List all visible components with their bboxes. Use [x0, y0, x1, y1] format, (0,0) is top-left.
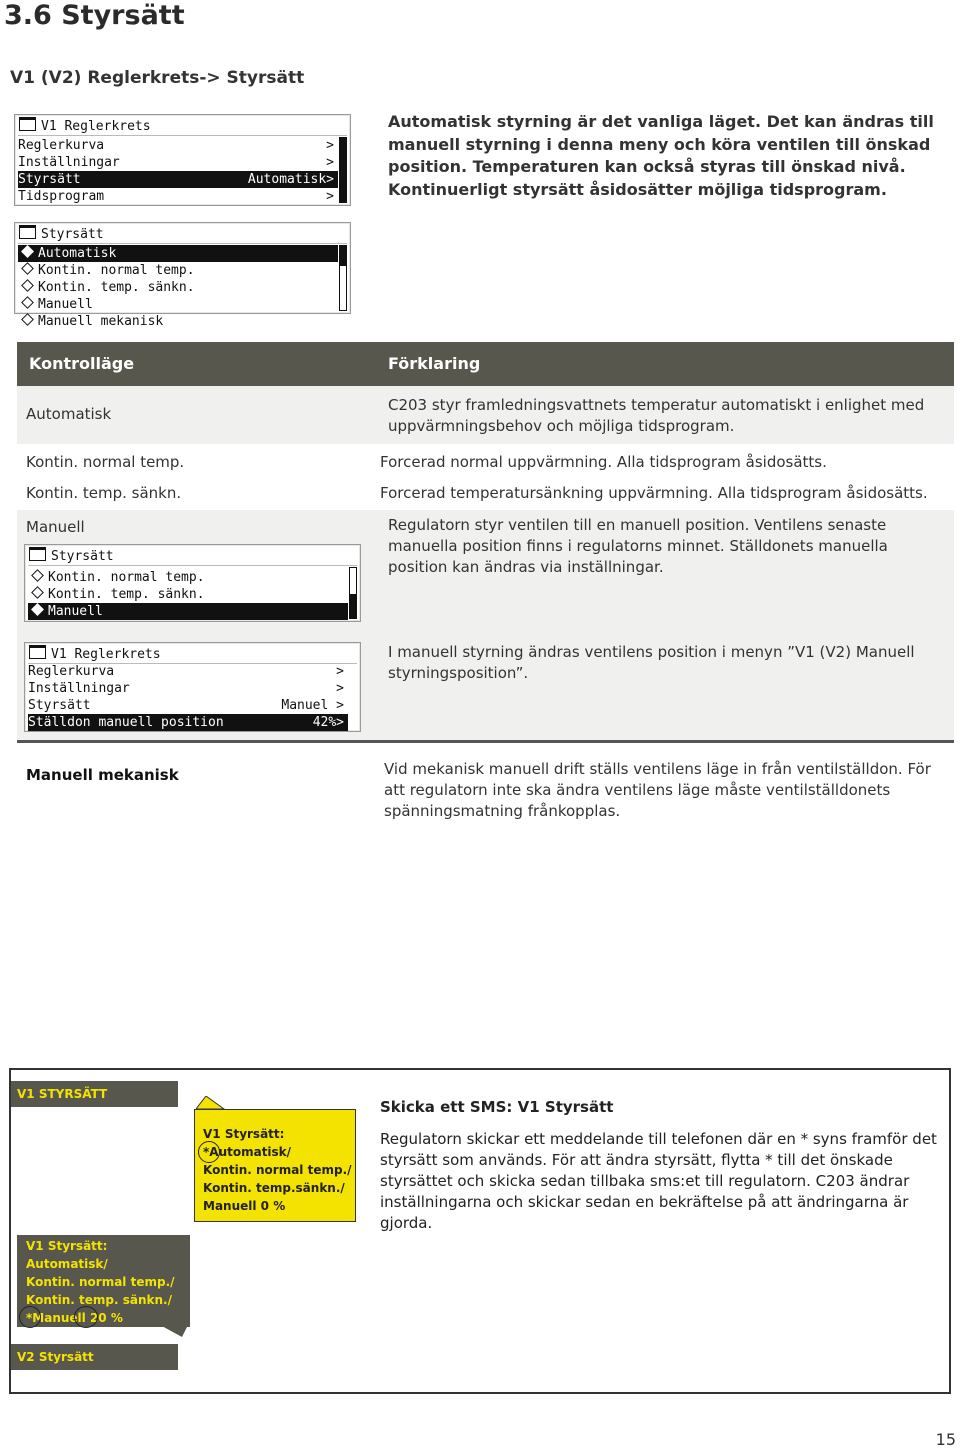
table-mode: Manuell mekanisk — [26, 766, 179, 784]
sms-line: Kontin. temp.sänkn./ — [203, 1181, 345, 1195]
lcd-styrsatt-options — [14, 222, 351, 329]
highlight-circle — [19, 1306, 41, 1328]
folder-icon — [19, 225, 36, 239]
col-header-explanation: Förklaring — [388, 354, 481, 373]
lcd-option: Kontin. temp. sänkn. — [28, 586, 348, 603]
folder-icon — [29, 645, 46, 659]
radio-icon — [31, 569, 44, 582]
sms-text: Regulatorn skickar ett meddelande till telefonen där en * syns framför det styrsätt som används. För att ändra styrsätt, flytta * till det önskade styrsättet och skicka sedan tillbaka sms:et till regulatorn. C203 ändrar inställningarna och skickar sedan en bekräftelse på att ändringarna är gjorda. — [380, 1130, 937, 1232]
radio-icon — [31, 586, 44, 599]
sms-line: Automatisk/ — [26, 1257, 108, 1271]
lcd-header: Styrsätt — [19, 225, 104, 242]
radio-selected-icon — [21, 245, 34, 258]
sms-line: Kontin. normal temp./ — [26, 1275, 175, 1289]
lcd-row: Styrsätt Manuel > — [28, 698, 344, 713]
bubble-tail-icon — [160, 1325, 190, 1339]
table-header — [17, 342, 954, 386]
lcd-header: V1 Reglerkrets — [29, 645, 161, 662]
lcd-option: Kontin. temp. sänkn. — [18, 279, 338, 296]
radio-icon — [21, 279, 34, 292]
lcd-styrsatt-manuell — [24, 544, 361, 622]
lcd-option: Kontin. normal temp. — [18, 262, 338, 279]
lcd-row: Tidsprogram > — [18, 189, 334, 204]
lcd-header — [19, 117, 151, 134]
table-text: Regulatorn styr ventilen till en manuell position. Ventilens senaste manuella position finns i regulatorns minnet. Ställdonets manuella position kan ändras via inställningar. — [388, 516, 888, 576]
lcd-row: Inställningar > — [28, 681, 344, 696]
lcd-row-selected: Ställdon manuell position 42%> — [28, 714, 348, 731]
lcd-option-selected: Automatisk — [18, 245, 338, 262]
col-header-mode: Kontrolläge — [29, 354, 135, 373]
lcd-header: Styrsätt — [29, 547, 114, 564]
lcd-scrollbar — [349, 567, 357, 619]
lcd-option: Kontin. normal temp. — [28, 569, 348, 586]
sms-line: Kontin. temp. sänkn./ — [26, 1293, 172, 1307]
lcd-title: V1 Reglerkrets — [41, 119, 151, 134]
folder-icon — [19, 117, 36, 131]
section-title: 3.6 Styrsätt — [4, 0, 185, 31]
sms-line: V1 Styrsätt: — [26, 1239, 108, 1253]
subsection-title: V1 (V2) Reglerkrets-> Styrsätt — [10, 68, 305, 88]
radio-icon — [21, 262, 34, 275]
radio-icon — [21, 313, 34, 326]
sms-tab-v2: V2 Styrsätt — [11, 1344, 178, 1370]
lcd-option: Manuell mekanisk — [18, 313, 338, 330]
sms-line: Kontin. normal temp./ — [203, 1163, 352, 1177]
lcd-option: Manuell — [18, 296, 338, 313]
sms-line: Manuell 0 % — [203, 1199, 286, 1213]
lcd-option-selected: Manuell — [28, 603, 348, 620]
table-text: C203 styr framledningsvattnets temperatur automatiskt i enlighet med uppvärmningsbehov och möjliga tidsprogram. — [388, 396, 925, 435]
table-text: Forcerad temperatursänkning uppvärmning. Alla tidsprogram åsidosätts. — [380, 484, 928, 502]
folder-icon — [29, 547, 46, 561]
table-text: Forcerad normal uppvärmning. Alla tidsprogram åsidosätts. — [380, 453, 827, 471]
table-mode: Manuell — [26, 518, 85, 536]
lcd-row: Reglerkurva > — [28, 664, 344, 679]
radio-icon — [21, 296, 34, 309]
lcd-reglerkrets-menu — [14, 114, 351, 206]
page-number: 15 — [935, 1430, 956, 1449]
table-mode: Kontin. normal temp. — [26, 453, 185, 471]
lcd-row-selected: Styrsätt Automatisk> — [18, 171, 338, 188]
lcd-reglerkrets-manuell — [24, 642, 361, 732]
intro-text: Automatisk styrning är det vanliga läget. Det kan ändras till manuell styrning i denna meny och köra ventilen till önskad position. Temperaturen kan också styras till önskad nivå. Kontinuerligt styrsätt åsidosätter möjliga tidsprogram. — [388, 112, 934, 199]
sms-line: *Manuell 20 % — [26, 1311, 123, 1325]
highlight-circle — [198, 1141, 220, 1163]
divider — [17, 740, 954, 743]
lcd-scrollbar — [339, 245, 347, 311]
radio-selected-icon — [31, 603, 44, 616]
table-mode: Automatisk — [26, 405, 112, 423]
table-mode: Kontin. temp. sänkn. — [26, 484, 182, 502]
sms-dark-bubble — [17, 1235, 190, 1327]
sms-line: *Automatisk/ — [203, 1145, 292, 1159]
lcd-scrollbar — [339, 137, 347, 203]
lcd-row: Inställningar > — [18, 155, 334, 170]
table-text: I manuell styrning ändras ventilens position i menyn ”V1 (V2) Manuell styrningsposition”. — [388, 643, 915, 682]
sms-yellow-bubble — [194, 1109, 356, 1222]
sms-line: V1 Styrsätt: — [203, 1127, 285, 1141]
highlight-circle — [74, 1306, 98, 1328]
lcd-row: Reglerkurva > — [18, 138, 334, 153]
sms-tab-v1: V1 STYRSÄTT — [11, 1081, 178, 1107]
table-text: Vid mekanisk manuell drift ställs ventilens läge in från ventilställdon. För att regulatorn inte ska ändra ventilens läge måste ventilställdonets spänningsmatning frånkopplas. — [384, 760, 931, 820]
sms-title: Skicka ett SMS: V1 Styrsätt — [380, 1098, 614, 1116]
